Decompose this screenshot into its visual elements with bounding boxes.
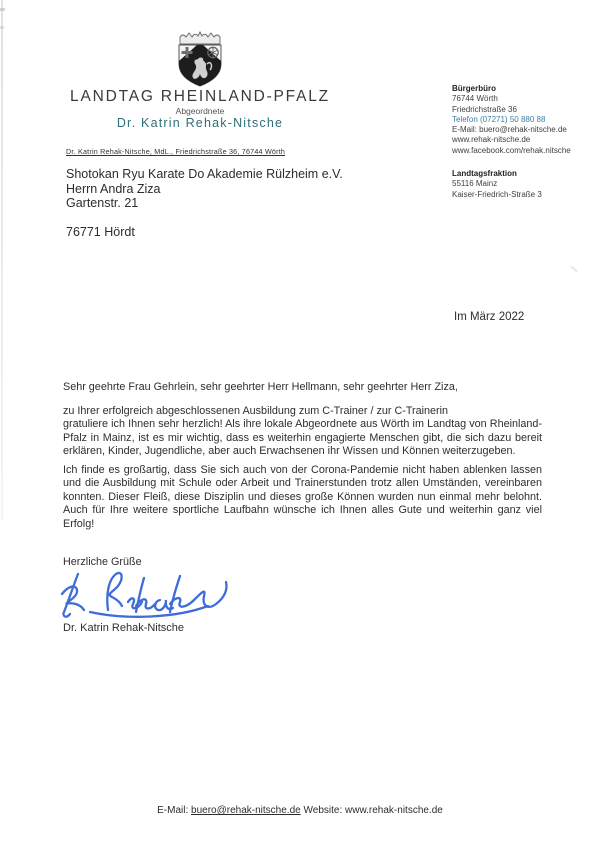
sender-return-address: Dr. Katrin Rehak-Nitsche, MdL., Friedrichstraße 36, 76744 Wörth [66, 147, 286, 156]
recipient-address-block [66, 167, 343, 211]
contact-website: www.rehak-nitsche.de [452, 135, 531, 145]
footer-email-label: E-Mail: [157, 805, 189, 816]
organization-role: Abgeordnete [175, 106, 225, 116]
closing-phrase: Herzliche Grüße [63, 556, 142, 568]
recipient-line: Shotokan Ryu Karate Do Akademie Rülzheim e.V. [66, 167, 343, 181]
page-footer [0, 805, 600, 816]
contact-line: Friedrichstraße 36 [452, 104, 517, 114]
contact-title: Landtagsfraktion [452, 169, 517, 178]
signature-printed-name: Dr. Katrin Rehak-Nitsche [63, 622, 185, 634]
footer-email-link[interactable]: buero@rehak-nitsche.de [191, 805, 301, 816]
scan-speck [0, 26, 4, 29]
member-name-heading: Dr. Katrin Rehak-Nitsche [116, 116, 284, 130]
contact-phone: Telefon (07271) 50 880 88 [452, 114, 546, 124]
recipient-line: Herrn Andra Ziza [66, 181, 161, 196]
letter-date: Im März 2022 [454, 311, 525, 323]
contact-line: Kaiser-Friedrich-Straße 3 [452, 189, 542, 199]
scan-edge-artifact [1, 0, 3, 520]
footer-website-label: Website: [303, 805, 343, 816]
recipient-line: Gartenstr. 21 [66, 196, 139, 210]
salutation: Sehr geehrte Frau Gehrlein, sehr geehrter Herr Hellmann, sehr geehrter Herr Ziza, [63, 381, 458, 393]
rheinland-pfalz-coat-of-arms-icon [167, 30, 233, 88]
contact-block-buergerbuero [452, 84, 592, 156]
handwritten-signature-icon [56, 566, 261, 626]
scan-speck [0, 8, 5, 11]
contact-line: 55116 Mainz [452, 179, 498, 189]
body-paragraph-2: Ich finde es großartig, dass Sie sich auch von der Corona-Pandemie nicht haben ablenken lassen und die Ausbildung mit Schule oder Arbeit und Trainerstunden trotz allen Umständen, vereinbaren konnten. Dieser Fleiß, diese Disziplin und dieses große Können wurden nun einmal mehr belohnt. Auch für Ihre weitere sportliche Laufbahn wünsche ich Ihnen alles Gute und weiterhin ganz viel Erfolg! [63, 464, 542, 530]
footer-website: www.rehak-nitsche.de [345, 805, 443, 816]
contact-line: 76744 Wörth [452, 94, 498, 104]
contact-block-landtagsfraktion [452, 169, 592, 200]
paragraph-1-rest: gratuliere ich Ihnen sehr herzlich! Als ihre lokale Abgeordnete aus Wörth im Landtag von Rheinland-Pfalz in Mainz, ist es mir wichtig, dass es weiterhin engagierte Menschen gibt, die sich dazu bereit erklären, Kinder, Jugendliche, aber auch Erwachsenen ihr Wissen und Können weiterzugeben. [63, 418, 542, 458]
contact-title: Bürgerbüro [452, 84, 496, 93]
contact-facebook: www.facebook.com/rehak.nitsche [452, 145, 571, 155]
recipient-city: 76771 Hördt [66, 225, 135, 239]
organization-title: LANDTAG RHEINLAND-PFALZ [70, 88, 330, 105]
scan-speck [570, 266, 577, 273]
contact-email: E-Mail: buero@rehak-nitsche.de [452, 125, 567, 135]
body-paragraph-1 [63, 405, 542, 459]
paragraph-1-first-line: zu Ihrer erfolgreich abgeschlossenen Ausbildung zum C-Trainer / zur C-Trainerin [63, 405, 449, 417]
